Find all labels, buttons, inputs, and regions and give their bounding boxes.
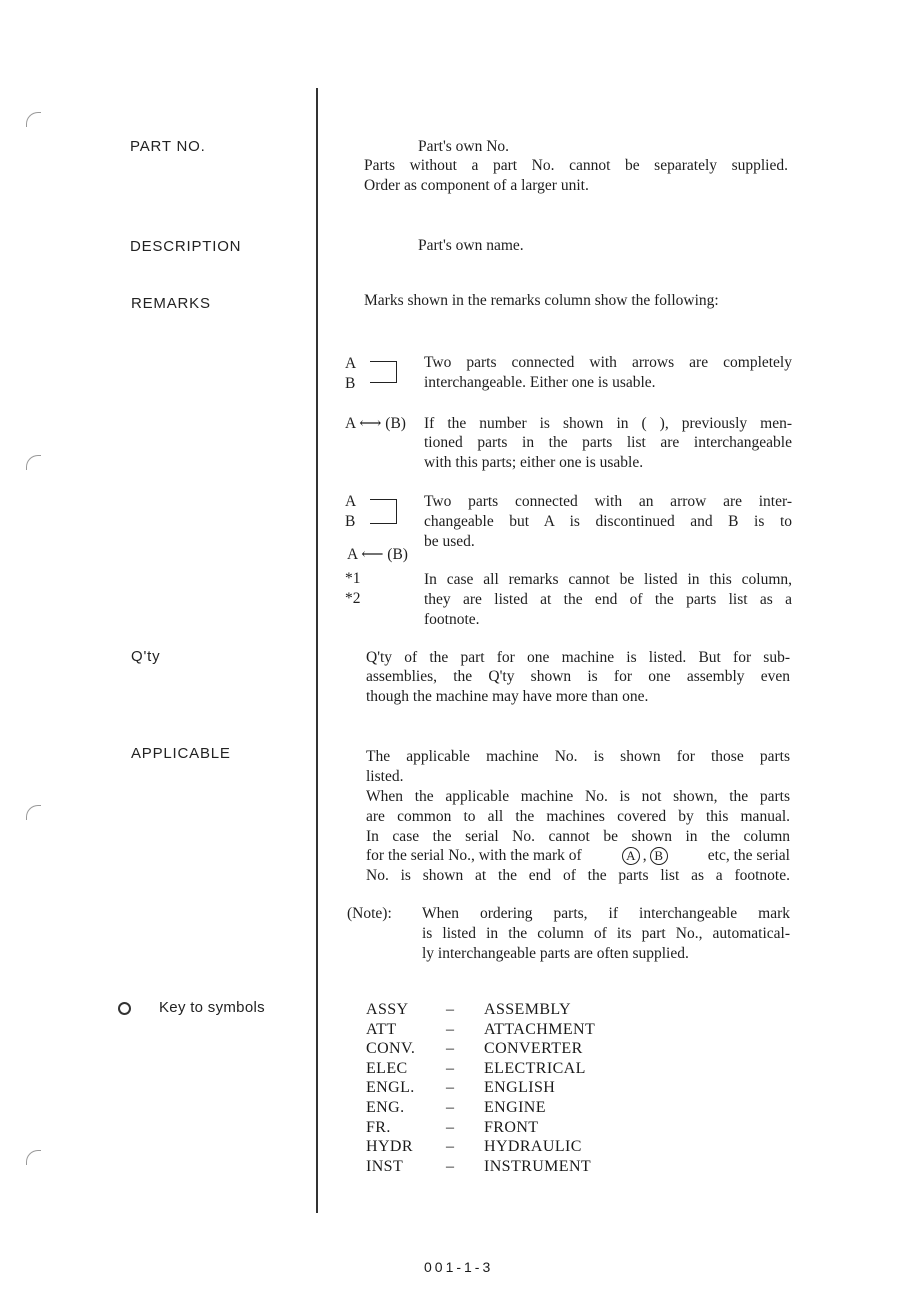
key-entry [366,1020,595,1040]
applicable-line2: listed. [366,768,404,785]
remark-1-line2: interchangeable. Either one is usable. [424,374,656,391]
key-dash: – [446,1157,455,1175]
key-meaning: ELECTRICAL [484,1059,586,1077]
key-dash: – [446,1059,455,1077]
qty-label: Q'ty [131,648,161,665]
footnote-mark-2: *2 [345,590,361,607]
key-abbr: HYDR [366,1138,413,1156]
key-dash: – [446,1001,455,1018]
qty-line3: though the machine may have more than one. [366,688,649,705]
bullet-circle-icon [118,1002,131,1015]
remark-4-line2: they are listed at the end of the parts list as a [424,591,792,608]
part-no-line2: Parts without a part No. cannot be separately supplied. [364,157,788,174]
remark-2-line1: If the number is shown in ( ), previously men- [424,415,792,432]
key-abbr: CONV. [366,1040,416,1058]
description-text: Part's own name. [418,237,524,254]
applicable-label: APPLICABLE [131,745,231,762]
key-meaning: INSTRUMENT [484,1157,592,1175]
scan-mark [26,455,41,470]
key-dash: – [446,1079,455,1097]
remark-4-line3: footnote. [424,611,480,628]
key-abbr: FR. [366,1118,391,1136]
scan-mark [26,112,41,127]
key-list [366,1000,595,1176]
remarks-label: REMARKS [131,295,211,312]
key-entry [366,1078,595,1098]
circled-b-mark: B [650,847,668,865]
key-abbr: ASSY [366,1001,409,1018]
remark-3-line2: changeable but A is discontinued and B is to [424,513,792,530]
column-divider [316,88,318,1213]
circled-a-mark: A [622,847,640,865]
key-entry [366,1098,595,1118]
remark-3-line1: Two parts connected with an arrow are inter- [424,493,792,510]
symbol-a: A [345,493,357,510]
symbol-b: B [345,513,356,530]
applicable-line7: No. is shown at the end of the parts list as a footnote. [366,867,790,884]
key-dash: – [446,1138,455,1156]
applicable-line6: for the serial No., with the mark of A , B etc, the serial [366,847,790,864]
key-entry [366,1039,595,1059]
key-entry [366,1137,595,1157]
key-meaning: CONVERTER [484,1040,583,1058]
applicable-line5: In case the serial No. cannot be shown in the column [366,828,790,845]
remark-4-line1: In case all remarks cannot be listed in this column, [424,571,792,588]
key-abbr: ENG. [366,1098,405,1116]
key-meaning: ASSEMBLY [484,1001,571,1018]
note-label: (Note): [347,905,392,922]
key-abbr: ATT [366,1020,397,1038]
key-dash: – [446,1118,455,1136]
key-meaning: ENGINE [484,1098,546,1116]
part-no-label: PART NO. [130,138,206,155]
remark-2-line3: with this parts; either one is usable. [424,454,644,471]
key-abbr: INST [366,1157,404,1175]
key-meaning: ENGLISH [484,1079,556,1097]
applicable-line4: are common to all the machines covered by this manual. [366,808,790,825]
key-dash: – [446,1040,455,1058]
scan-mark [26,805,41,820]
symbol-a-from-b: A ⟵ (B) [347,546,408,563]
applicable-line6-pre: for the serial No., with the mark of [366,847,582,864]
key-entry [366,1059,595,1079]
symbol-a: A [345,355,357,372]
key-meaning: ATTACHMENT [484,1020,596,1038]
note-line3: ly interchangeable parts are often supplied. [422,945,689,962]
applicable-line6-post: etc, the serial [707,847,790,864]
qty-line1: Q'ty of the part for one machine is listed. But for sub- [366,649,790,666]
key-entry [366,1000,595,1020]
applicable-line3: When the applicable machine No. is not shown, the parts [366,788,790,805]
interchangeable-bracket-icon [370,361,397,383]
symbol-a-arrow-b: A ⟷ (B) [345,415,406,432]
remark-3-line3: be used. [424,533,475,550]
key-entry [366,1118,595,1138]
key-abbr: ELEC [366,1059,408,1077]
remark-1-line1: Two parts connected with arrows are completely [424,354,792,371]
qty-line2: assemblies, the Q'ty shown is for one assembly even [366,668,790,685]
symbol-b: B [345,375,356,392]
part-no-line1: Part's own No. [418,138,510,155]
page-number: 001-1-3 [424,1259,494,1275]
key-dash: – [446,1020,455,1038]
applicable-line1: The applicable machine No. is shown for those parts [366,748,790,765]
footnote-mark-1: *1 [345,570,361,587]
description-label: DESCRIPTION [130,238,242,255]
key-meaning: FRONT [484,1118,539,1136]
key-entry [366,1157,595,1177]
key-dash: – [446,1098,455,1116]
note-line2: is listed in the column of its part No., automatical- [422,925,790,942]
key-meaning: HYDRAULIC [484,1138,582,1156]
remarks-intro: Marks shown in the remarks column show the following: [364,292,719,309]
key-abbr: ENGL. [366,1079,415,1097]
part-no-line3: Order as component of a larger unit. [364,177,589,194]
scan-mark [26,1150,41,1165]
discontinued-bracket-icon [370,499,397,524]
key-to-symbols-label: Key to symbols [159,999,265,1016]
note-line1: When ordering parts, if interchangeable mark [422,905,790,922]
remark-2-line2: tioned parts in the parts list are interchangeable [424,434,792,451]
